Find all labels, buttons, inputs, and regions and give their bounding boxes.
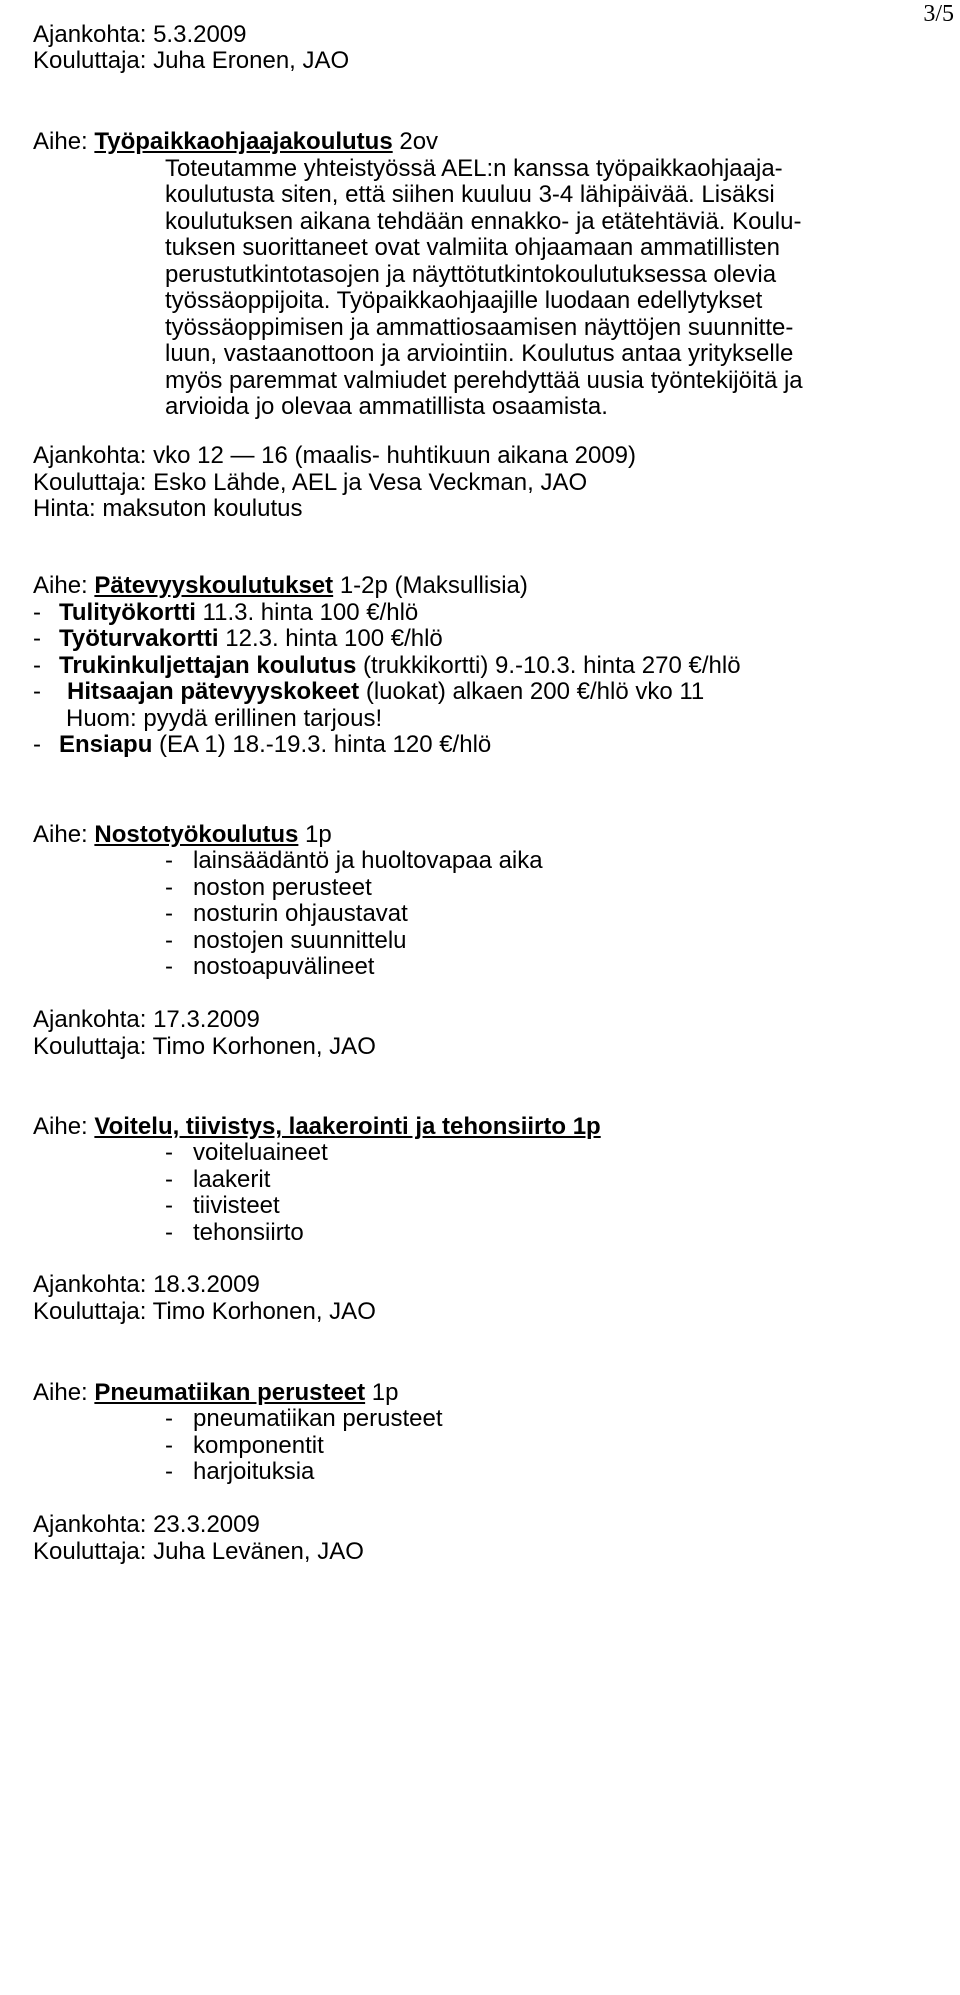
body-line: koulutusta siten, että siihen kuuluu 3-4 lähipäivää. Lisäksi	[165, 181, 775, 208]
body-line: Toteutamme yhteistyössä AEL:n kanssa työpaikkaohjaaja-	[165, 155, 783, 182]
list-item: - nosturin ohjaustavat	[165, 900, 408, 927]
list-item: - Ensiapu (EA 1) 18.-19.3. hinta 120 €/hlö	[33, 731, 492, 758]
page-number: 3/5	[923, 1, 954, 27]
body-line: työssäoppijoita. Työpaikkaohjaajille luodaan edellytykset	[165, 287, 763, 314]
list-item: - laakerit	[165, 1166, 271, 1193]
section-date: Ajankohta: 18.3.2009	[33, 1271, 260, 1298]
list-item: - pneumatiikan perusteet	[165, 1405, 443, 1432]
body-line: tuksen suorittaneet ovat valmiita ohjaamaan ammatillisten	[165, 234, 780, 261]
section-heading: Aihe: Pätevyyskoulutukset 1-2p (Maksullisia)	[33, 572, 528, 599]
section-date: Ajankohta: 23.3.2009	[33, 1511, 260, 1538]
list-item: - noston perusteet	[165, 874, 372, 901]
list-item: - tehonsiirto	[165, 1219, 304, 1246]
section-date: Ajankohta: 17.3.2009	[33, 1006, 260, 1033]
list-item: - lainsäädäntö ja huoltovapaa aika	[165, 847, 543, 874]
list-note: Huom: pyydä erillinen tarjous!	[66, 705, 383, 732]
list-item: - nostojen suunnittelu	[165, 927, 407, 954]
body-line: työssäoppimisen ja ammattiosaamisen näyttöjen suunnitte-	[165, 314, 794, 341]
list-item: - Hitsaajan pätevyyskokeet (luokat) alkaen 200 €/hlö vko 11	[33, 678, 705, 705]
section-date: Ajankohta: vko 12 — 16 (maalis- huhtikuun aikana 2009)	[33, 442, 637, 469]
body-line: perustutkintotasojen ja näyttötutkintokoulutuksessa olevia	[165, 261, 777, 288]
list-item: - Trukinkuljettajan koulutus (trukkikortti) 9.-10.3. hinta 270 €/hlö	[33, 652, 741, 679]
section-trainer: Kouluttaja: Timo Korhonen, JAO	[33, 1033, 376, 1060]
list-item: - tiivisteet	[165, 1192, 280, 1219]
section-trainer: Kouluttaja: Juha Levänen, JAO	[33, 1538, 364, 1565]
body-line: luun, vastaanottoon ja arviointiin. Koulutus antaa yritykselle	[165, 340, 794, 367]
list-item: - Työturvakortti 12.3. hinta 100 €/hlö	[33, 625, 443, 652]
body-line: koulutuksen aikana tehdään ennakko- ja etätehtäviä. Koulu-	[165, 208, 802, 235]
section-heading: Aihe: Pneumatiikan perusteet 1p	[33, 1379, 399, 1406]
list-item: - nostoapuvälineet	[165, 953, 375, 980]
list-item: - voiteluaineet	[165, 1139, 328, 1166]
list-item: - komponentit	[165, 1432, 324, 1459]
section-price: Hinta: maksuton koulutus	[33, 495, 303, 522]
section-heading: Aihe: Nostotyökoulutus 1p	[33, 821, 332, 848]
section-heading: Aihe: Voitelu, tiivistys, laakerointi ja tehonsiirto 1p	[33, 1113, 601, 1140]
section-heading: Aihe: Työpaikkaohjaajakoulutus 2ov	[33, 128, 439, 155]
top-date: Ajankohta: 5.3.2009	[33, 21, 247, 48]
list-item: - harjoituksia	[165, 1458, 315, 1485]
section-trainer: Kouluttaja: Timo Korhonen, JAO	[33, 1298, 376, 1325]
top-trainer: Kouluttaja: Juha Eronen, JAO	[33, 47, 350, 74]
section-trainer: Kouluttaja: Esko Lähde, AEL ja Vesa Veckman, JAO	[33, 469, 588, 496]
body-line: myös paremmat valmiudet perehdyttää uusia työntekijöitä ja	[165, 367, 803, 394]
body-line: arvioida jo olevaa ammatillista osaamista.	[165, 393, 608, 420]
list-item: - Tulityökortti 11.3. hinta 100 €/hlö	[33, 599, 419, 626]
